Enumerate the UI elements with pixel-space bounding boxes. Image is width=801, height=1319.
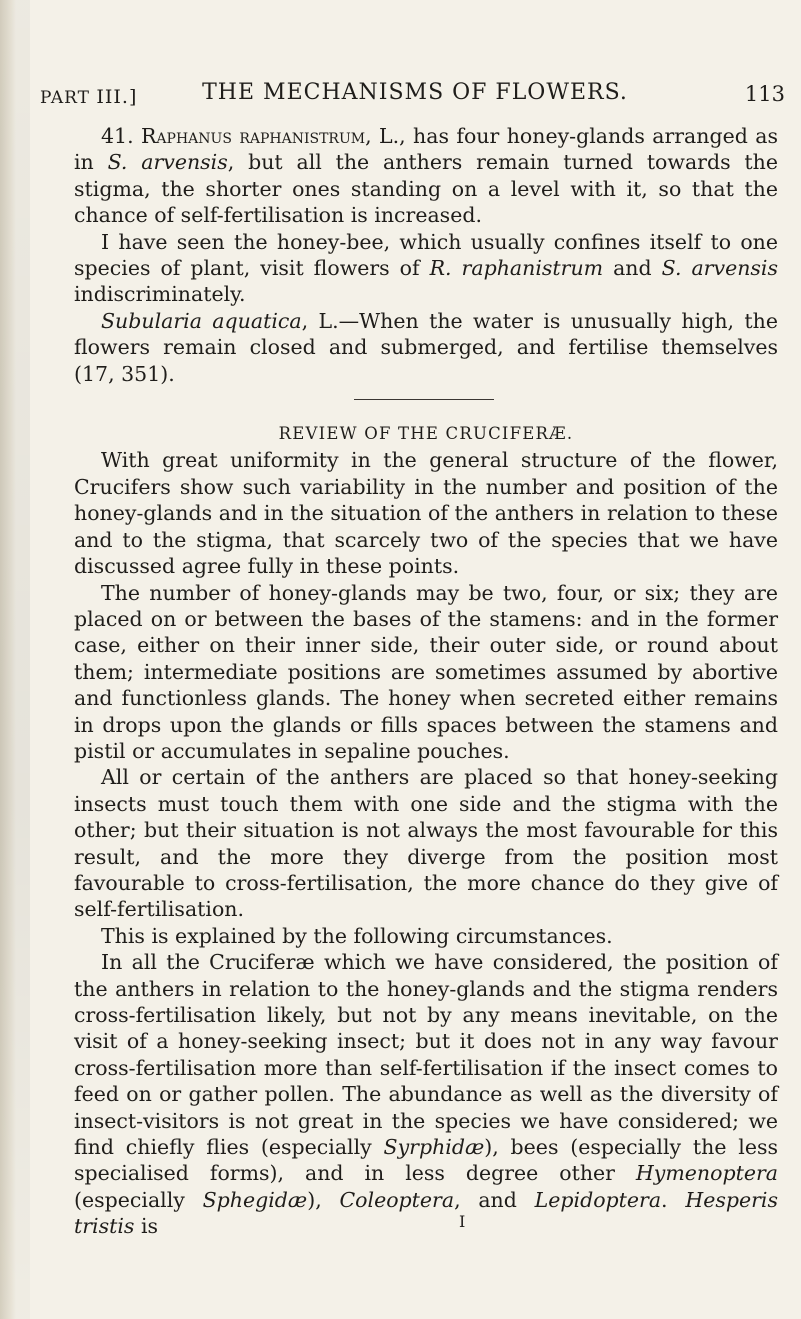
- signature-mark: I: [459, 1212, 466, 1231]
- main-text: [74, 123, 778, 1240]
- running-header: [40, 80, 785, 110]
- taxon-name: Sphegidæ: [202, 1187, 308, 1212]
- part-number: III.]: [96, 86, 138, 108]
- paragraph-subularia: [74, 308, 778, 387]
- section-divider: [354, 399, 494, 400]
- taxon-name: Coleoptera: [339, 1187, 455, 1212]
- part-label: [40, 86, 137, 108]
- species-reference: R. raphanistrum: [429, 256, 604, 281]
- taxon-name: Syrphidæ: [383, 1135, 485, 1160]
- paragraph-text: and: [603, 256, 662, 281]
- species-name: Subularia aquatica: [101, 308, 302, 333]
- taxon-name: Hymenoptera: [635, 1161, 778, 1186]
- taxon-name: Lepidoptera: [534, 1187, 662, 1212]
- paragraph-text: , but all the anthers remain turned towards the stigma, the shorter ones standing on a level with it, so that the chance of self-fertilisation is increased.: [74, 150, 778, 228]
- paragraph-review-2: The number of honey-glands may be two, four, or six; they are placed on or between the bases of the stamens: and in the former case, either on their inner side, their outer side, or round about them; intermediate positions are sometimes assumed by abortive and functionless glands. The honey when secreted either remains in drops upon the glands or fills spaces between the stamens and pistil or accumulates in sepaline pouches.: [74, 580, 778, 763]
- page-number: 113: [744, 82, 785, 106]
- paragraph-review-4: This is explained by the following circumstances.: [101, 923, 613, 948]
- paragraph-text: indiscriminately.: [74, 282, 246, 307]
- paragraph-text: .: [661, 1187, 686, 1212]
- species-reference: S. arvensis: [661, 256, 778, 281]
- part-word: PART: [40, 88, 90, 108]
- section-heading: REVIEW OF THE CRUCIFERÆ.: [278, 424, 574, 444]
- paragraph-text: ),: [307, 1187, 340, 1212]
- species-name: raphanistrum: [239, 124, 366, 148]
- running-title: THE MECHANISMS OF FLOWERS.: [202, 80, 628, 105]
- page-edge-shading: [0, 0, 30, 1319]
- paragraph-review-1: With great uniformity in the general structure of the flower, Crucifers show such variability in the number and position of the honey-glands and in the situation of the anthers in relation to these and to the stigma, that scarcely two of the species that we have discussed agree fully in these points.: [74, 448, 778, 579]
- genus-name: Raphanus: [141, 124, 232, 148]
- paragraph-review-5: [74, 949, 778, 1239]
- paragraph-text: , L., has four honey-glands arranged as in: [74, 124, 778, 175]
- paragraph-text: I have seen the honey-bee, which usually confines itself to one species of plant, visit flowers of: [74, 229, 778, 281]
- paragraph-honey-bee: [74, 229, 778, 308]
- species-reference: S. arvensis: [107, 150, 228, 175]
- entry-number: 41.: [101, 124, 134, 148]
- paragraph-review-3: All or certain of the anthers are placed so that honey-seeking insects must touch them with one side and the stigma with the other; but their situation is not always the most favourable for this result, and the more they diverge from the position most favourable to cross-fertilisation, the more chance do they give of self-fertilisation.: [74, 765, 778, 922]
- paragraph-text: , and: [454, 1187, 535, 1212]
- paragraph-text: In all the Cruciferæ which we have considered, the position of the anthers in relation to the honey-glands and the stigma renders cross-fertilisation likely, but not by any means inevitable, on the visit of a honey-seeking insect; but it does not in any way favour cross-fertilisation more than self-fertilisation if the insect comes to feed on or gather pollen. The abundance as well as the diversity of insect-visitors is not great in the species we have considered; we find chiefly flies (especially: [74, 950, 778, 1160]
- paragraph-text: (especially: [74, 1187, 203, 1212]
- taxon-name: Hesperis tristis: [74, 1187, 778, 1239]
- paragraph-raphanus: [74, 123, 778, 229]
- paragraph-text: is: [134, 1214, 159, 1239]
- paragraph-text: ), bees (especially the less specialised forms), and in less degree other: [74, 1135, 778, 1186]
- paragraph-text: , L.—When the water is unusually high, the flowers remain closed and submerged, and fertilise themselves (17, 351).: [74, 308, 778, 386]
